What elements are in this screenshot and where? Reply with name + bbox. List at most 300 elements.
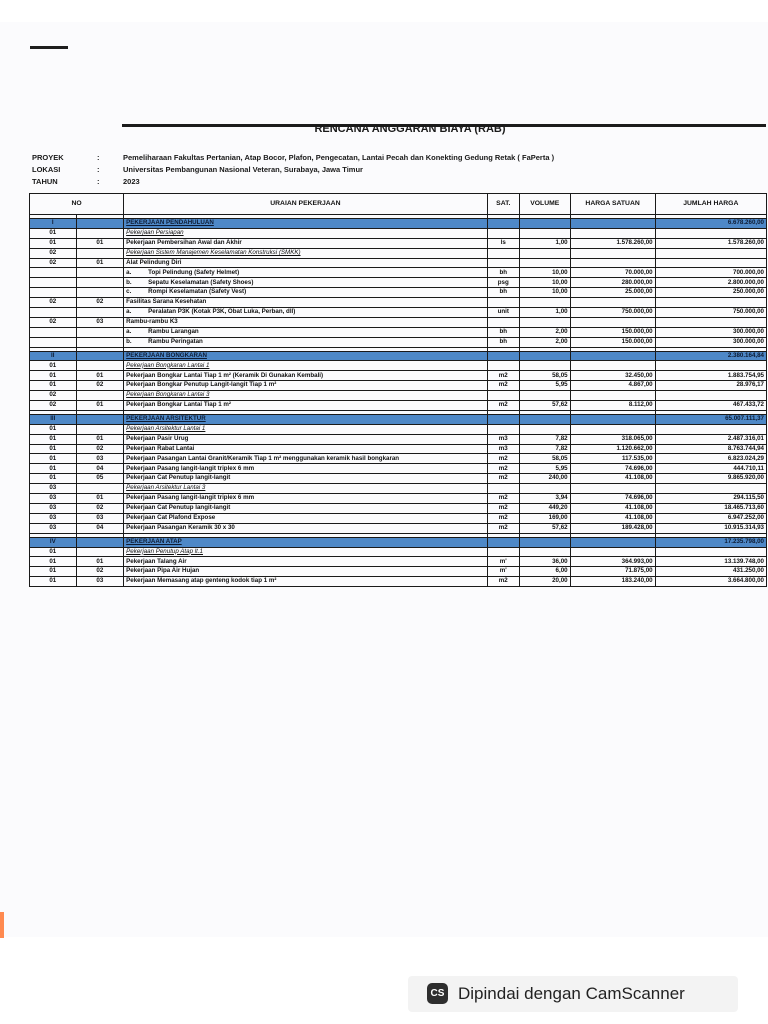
cell-no-main: 02	[30, 317, 77, 327]
uraian-text: Peralatan P3K (Kotak P3K, Obat Luka, Perban, dll)	[148, 308, 296, 316]
cell-harga-satuan: 4.867,00	[570, 381, 655, 391]
uraian-text: Pekerjaan Arsitektur Lantai 3	[126, 484, 206, 492]
cell-sat: m2	[487, 513, 519, 523]
cell-volume: 36,00	[519, 557, 570, 567]
cell-jumlah-harga: 1.883.754,95	[655, 371, 766, 381]
cell-no-main: 01	[30, 567, 77, 577]
cell-no-main	[30, 327, 77, 337]
document-title: RENCANA ANGGARAN BIAYA (RAB)	[314, 123, 506, 135]
table-row	[30, 337, 767, 347]
cell-no-main: 02	[30, 298, 77, 308]
cell-volume: 1,00	[519, 238, 570, 248]
cell-no-main	[30, 337, 77, 347]
cell-jumlah-harga: 13.139.748,00	[655, 557, 766, 567]
cell-volume: 20,00	[519, 577, 570, 587]
cell-sat: m2	[487, 494, 519, 504]
cell-jumlah-harga: 700.000,00	[655, 268, 766, 278]
cell-sat: bh	[487, 268, 519, 278]
cell-volume	[519, 351, 570, 361]
cell-harga-satuan	[570, 219, 655, 229]
cell-no-main: III	[30, 414, 77, 424]
table-row	[30, 238, 767, 248]
uraian-text: PEKERJAAN BONGKARAN	[126, 351, 207, 359]
cell-no-main: IV	[30, 537, 77, 547]
cell-jumlah-harga: 2.487.316,01	[655, 434, 766, 444]
cell-no-sub	[76, 278, 124, 288]
camscanner-watermark	[408, 976, 738, 1012]
cell-uraian	[124, 513, 487, 523]
cell-harga-satuan	[570, 258, 655, 268]
cell-sat	[487, 537, 519, 547]
cell-no-main: 03	[30, 513, 77, 523]
cell-uraian	[124, 454, 487, 464]
cell-harga-satuan: 8.112,00	[570, 401, 655, 411]
cell-harga-satuan: 750.000,00	[570, 308, 655, 318]
cell-harga-satuan: 150.000,00	[570, 327, 655, 337]
uraian-text: Pekerjaan Bongkar Penutup Langit-langit Tiap 1 m²	[126, 381, 277, 389]
cell-sat: m2	[487, 401, 519, 411]
table-row	[30, 381, 767, 391]
header-sat: SAT.	[487, 194, 519, 215]
section-row	[30, 351, 767, 361]
cell-sat	[487, 258, 519, 268]
cell-jumlah-harga	[655, 298, 766, 308]
cell-volume: 58,05	[519, 371, 570, 381]
cell-uraian	[124, 414, 487, 424]
cell-no-sub	[76, 308, 124, 318]
cell-harga-satuan	[570, 391, 655, 401]
cell-no-sub: 01	[76, 371, 124, 381]
cell-jumlah-harga: 250.000,00	[655, 288, 766, 298]
table-row	[30, 547, 767, 557]
camscanner-text: Dipindai dengan CamScanner	[458, 984, 685, 1003]
cell-no-sub	[76, 351, 124, 361]
meta-colon: :	[97, 177, 100, 186]
item-letter: a.	[126, 327, 132, 335]
cell-sat	[487, 484, 519, 494]
scan-mark-line	[30, 46, 68, 49]
cell-uraian	[124, 474, 487, 484]
cell-no-main	[30, 268, 77, 278]
cell-no-main: 02	[30, 258, 77, 268]
uraian-text: Rambu-rambu K3	[126, 318, 178, 326]
cell-harga-satuan: 189.428,00	[570, 523, 655, 533]
uraian-text: Pekerjaan Cat Plafond Expose	[126, 514, 216, 522]
cell-no-sub: 03	[76, 317, 124, 327]
cell-uraian	[124, 381, 487, 391]
table-row	[30, 567, 767, 577]
table-row	[30, 401, 767, 411]
uraian-text: Pekerjaan Pembersihan Awal dan Akhir	[126, 238, 242, 246]
uraian-text: Pekerjaan Rabat Lantai	[126, 444, 195, 452]
cell-uraian	[124, 298, 487, 308]
cell-no-sub: 01	[76, 258, 124, 268]
header-uraian: URAIAN PEKERJAAN	[124, 194, 487, 215]
scan-edge-mark	[0, 912, 4, 938]
cell-no-sub	[76, 537, 124, 547]
uraian-text: Pekerjaan Cat Penutup langit-langit	[126, 504, 231, 512]
cell-sat: m3	[487, 444, 519, 454]
cell-no-sub	[76, 484, 124, 494]
cell-harga-satuan	[570, 361, 655, 371]
cell-jumlah-harga: 28.976,17	[655, 381, 766, 391]
cell-no-sub: 02	[76, 503, 124, 513]
table-row	[30, 474, 767, 484]
cell-uraian	[124, 577, 487, 587]
cell-uraian	[124, 494, 487, 504]
item-letter: c.	[126, 288, 132, 296]
cell-jumlah-harga	[655, 424, 766, 434]
meta-value: Universitas Pembangunan Nasional Veteran, Surabaya, Jawa Timur	[123, 165, 363, 174]
cell-harga-satuan: 41.108,00	[570, 503, 655, 513]
cell-harga-satuan: 70.000,00	[570, 268, 655, 278]
cell-jumlah-harga: 294.115,50	[655, 494, 766, 504]
cell-jumlah-harga: 467.433,72	[655, 401, 766, 411]
cell-volume	[519, 424, 570, 434]
cell-sat	[487, 228, 519, 238]
section-row	[30, 414, 767, 424]
cell-sat	[487, 391, 519, 401]
cell-jumlah-harga	[655, 484, 766, 494]
cell-harga-satuan: 41.108,00	[570, 474, 655, 484]
cell-jumlah-harga	[655, 361, 766, 371]
cell-no-sub: 02	[76, 444, 124, 454]
cell-no-main: 03	[30, 484, 77, 494]
cell-harga-satuan	[570, 317, 655, 327]
cell-jumlah-harga	[655, 391, 766, 401]
cell-no-main: 02	[30, 401, 77, 411]
cell-no-sub	[76, 219, 124, 229]
cell-uraian	[124, 288, 487, 298]
cell-harga-satuan	[570, 547, 655, 557]
meta-tahun	[32, 177, 140, 186]
uraian-text: Pekerjaan Pasangan Keramik 30 x 30	[126, 523, 235, 531]
cell-no-main: 01	[30, 371, 77, 381]
uraian-text: Pekerjaan Persiapan	[126, 229, 184, 237]
cell-volume: 3,94	[519, 494, 570, 504]
cell-uraian	[124, 464, 487, 474]
cell-harga-satuan: 150.000,00	[570, 337, 655, 347]
cell-harga-satuan: 71.875,00	[570, 567, 655, 577]
cell-jumlah-harga: 444.710,11	[655, 464, 766, 474]
cell-volume	[519, 391, 570, 401]
cell-sat: ls	[487, 238, 519, 248]
item-letter: a.	[126, 308, 132, 316]
camscanner-logo-icon: CS	[427, 983, 448, 1004]
cell-harga-satuan	[570, 298, 655, 308]
cell-volume: 10,00	[519, 268, 570, 278]
cell-volume: 169,00	[519, 513, 570, 523]
cell-jumlah-harga	[655, 248, 766, 258]
cell-no-sub: 01	[76, 557, 124, 567]
cell-jumlah-harga: 65.007.111,37	[655, 414, 766, 424]
cell-sat: psg	[487, 278, 519, 288]
meta-colon: :	[97, 165, 100, 174]
table-row	[30, 444, 767, 454]
cell-no-sub: 02	[76, 298, 124, 308]
cell-no-sub	[76, 424, 124, 434]
cell-uraian	[124, 278, 487, 288]
table-row	[30, 484, 767, 494]
table-row	[30, 434, 767, 444]
cell-sat: bh	[487, 288, 519, 298]
cell-jumlah-harga	[655, 228, 766, 238]
cell-volume	[519, 547, 570, 557]
cell-harga-satuan	[570, 537, 655, 547]
cell-jumlah-harga: 6.823.024,29	[655, 454, 766, 464]
cell-uraian	[124, 317, 487, 327]
cell-no-sub: 03	[76, 454, 124, 464]
uraian-text: Pekerjaan Arsitektur Lantai 1	[126, 425, 206, 432]
cell-uraian	[124, 219, 487, 229]
cell-no-sub: 04	[76, 523, 124, 533]
cell-sat	[487, 361, 519, 371]
cell-harga-satuan: 364.993,00	[570, 557, 655, 567]
cell-harga-satuan: 318.065,00	[570, 434, 655, 444]
cell-sat: m2	[487, 474, 519, 484]
cell-uraian	[124, 361, 487, 371]
uraian-text: Pekerjaan Bongkar Lantai Tiap 1 m² (Keramik Di Gunakan Kembali)	[126, 371, 324, 379]
cell-uraian	[124, 401, 487, 411]
cell-harga-satuan: 25.000,00	[570, 288, 655, 298]
cell-volume: 240,00	[519, 474, 570, 484]
cell-no-main: 01	[30, 444, 77, 454]
cell-sat	[487, 219, 519, 229]
cell-harga-satuan	[570, 228, 655, 238]
table-row	[30, 523, 767, 533]
cell-uraian	[124, 371, 487, 381]
uraian-text: PEKERJAAN PENDAHULUAN	[126, 219, 214, 227]
uraian-text: Pekerjaan Pipa Air Hujan	[126, 567, 200, 575]
cell-sat: m2	[487, 503, 519, 513]
table-row	[30, 298, 767, 308]
cell-jumlah-harga: 300.000,00	[655, 327, 766, 337]
cell-harga-satuan	[570, 351, 655, 361]
cell-jumlah-harga: 10.915.314,93	[655, 523, 766, 533]
cell-volume: 57,62	[519, 401, 570, 411]
rab-table	[29, 193, 767, 587]
cell-jumlah-harga	[655, 258, 766, 268]
cell-harga-satuan	[570, 414, 655, 424]
cell-volume	[519, 258, 570, 268]
cell-no-main	[30, 278, 77, 288]
uraian-text: Sepatu Keselamatan (Safety Shoes)	[148, 278, 254, 286]
cell-volume	[519, 248, 570, 258]
cell-no-main: 03	[30, 494, 77, 504]
table-row	[30, 371, 767, 381]
table-row	[30, 513, 767, 523]
table-header-row	[30, 194, 767, 215]
cell-harga-satuan: 32.450,00	[570, 371, 655, 381]
cell-volume: 57,62	[519, 523, 570, 533]
cell-harga-satuan: 280.000,00	[570, 278, 655, 288]
table-row	[30, 503, 767, 513]
cell-sat	[487, 547, 519, 557]
table-row	[30, 268, 767, 278]
cell-uraian	[124, 484, 487, 494]
meta-key: LOKASI	[32, 165, 61, 174]
cell-no-main: 01	[30, 557, 77, 567]
cell-uraian	[124, 337, 487, 347]
uraian-text: Rambu Peringatan	[148, 337, 203, 345]
cell-jumlah-harga: 1.578.260,00	[655, 238, 766, 248]
uraian-text: Topi Pelindung (Safety Helmet)	[148, 268, 240, 276]
cell-no-main: II	[30, 351, 77, 361]
table-row	[30, 327, 767, 337]
table-row	[30, 494, 767, 504]
cell-volume: 2,00	[519, 337, 570, 347]
uraian-text: Pekerjaan Pasangan Lantai Granit/Keramik Tiap 1 m² menggunakan keramik hasil bongkaran	[126, 454, 400, 462]
cell-jumlah-harga: 9.865.920,00	[655, 474, 766, 484]
uraian-text: Fasilitas Sarana Kesehatan	[126, 298, 207, 306]
meta-value: Pemeliharaan Fakultas Pertanian, Atap Bocor, Plafon, Pengecatan, Lantai Pecah dan Konekting Gedung Retak ( FaPerta )	[123, 153, 555, 162]
cell-harga-satuan: 1.578.260,00	[570, 238, 655, 248]
cell-sat: m'	[487, 567, 519, 577]
uraian-text: Rambu Larangan	[148, 327, 199, 335]
cell-sat: m3	[487, 434, 519, 444]
cell-volume	[519, 219, 570, 229]
cell-volume: 6,00	[519, 567, 570, 577]
cell-no-main: 01	[30, 434, 77, 444]
cell-no-sub: 01	[76, 238, 124, 248]
item-letter: b.	[126, 337, 132, 345]
cell-no-sub	[76, 288, 124, 298]
table-row	[30, 557, 767, 567]
cell-uraian	[124, 434, 487, 444]
header-no: NO	[30, 194, 124, 215]
cell-harga-satuan	[570, 248, 655, 258]
cell-no-main: 01	[30, 381, 77, 391]
cell-harga-satuan	[570, 424, 655, 434]
table-body	[30, 215, 767, 587]
cell-no-main	[30, 288, 77, 298]
cell-sat: m2	[487, 523, 519, 533]
cell-no-sub	[76, 361, 124, 371]
cell-volume: 7,82	[519, 434, 570, 444]
cell-volume: 5,95	[519, 381, 570, 391]
uraian-text: PEKERJAAN ATAP	[126, 537, 182, 545]
cell-volume	[519, 298, 570, 308]
cell-no-sub: 01	[76, 494, 124, 504]
table-row	[30, 577, 767, 587]
cell-no-main: 01	[30, 577, 77, 587]
table-row	[30, 464, 767, 474]
cell-no-main: 01	[30, 361, 77, 371]
table-row	[30, 317, 767, 327]
table-row	[30, 278, 767, 288]
cell-no-sub	[76, 268, 124, 278]
cell-jumlah-harga: 2.800.000,00	[655, 278, 766, 288]
uraian-text: Pekerjaan Pasang langit-langit triplex 6 mm	[126, 494, 255, 502]
cell-volume: 10,00	[519, 278, 570, 288]
cell-no-sub: 01	[76, 401, 124, 411]
cell-harga-satuan: 41.108,00	[570, 513, 655, 523]
cell-volume	[519, 484, 570, 494]
table-row	[30, 228, 767, 238]
cell-jumlah-harga: 8.763.744,94	[655, 444, 766, 454]
cell-no-main: 01	[30, 474, 77, 484]
cell-volume	[519, 228, 570, 238]
cell-uraian	[124, 258, 487, 268]
cell-sat: m2	[487, 454, 519, 464]
cell-sat	[487, 248, 519, 258]
cell-harga-satuan: 74.696,00	[570, 494, 655, 504]
cell-uraian	[124, 391, 487, 401]
cell-no-sub	[76, 391, 124, 401]
table-row	[30, 288, 767, 298]
cell-no-main: 03	[30, 523, 77, 533]
cell-volume: 449,20	[519, 503, 570, 513]
cell-no-main	[30, 308, 77, 318]
cell-volume	[519, 537, 570, 547]
cell-no-sub: 02	[76, 381, 124, 391]
table-row	[30, 308, 767, 318]
cell-no-main: 01	[30, 547, 77, 557]
cell-sat	[487, 351, 519, 361]
cell-uraian	[124, 503, 487, 513]
cell-uraian	[124, 424, 487, 434]
meta-key: TAHUN	[32, 177, 58, 186]
cell-volume	[519, 361, 570, 371]
cell-uraian	[124, 238, 487, 248]
cell-harga-satuan: 74.696,00	[570, 464, 655, 474]
table-row	[30, 454, 767, 464]
cell-volume: 2,00	[519, 327, 570, 337]
cell-volume	[519, 317, 570, 327]
cell-no-sub	[76, 337, 124, 347]
meta-value: 2023	[123, 177, 140, 186]
cell-jumlah-harga: 3.664.800,00	[655, 577, 766, 587]
cell-sat: m2	[487, 371, 519, 381]
cell-sat: unit	[487, 308, 519, 318]
cell-jumlah-harga: 2.380.164,84	[655, 351, 766, 361]
cell-uraian	[124, 557, 487, 567]
cell-jumlah-harga: 6.947.252,00	[655, 513, 766, 523]
uraian-text: Pekerjaan Sistem Manajemen Keselamatan Konstruksi (SMKK)	[126, 248, 301, 256]
cell-jumlah-harga: 6.678.260,00	[655, 219, 766, 229]
uraian-text: Pekerjaan Bongkar Lantai Tiap 1 m²	[126, 401, 231, 409]
cell-uraian	[124, 327, 487, 337]
uraian-text: Pekerjaan Penutup Atap lt.1	[126, 547, 203, 555]
cell-no-sub: 02	[76, 567, 124, 577]
cell-no-main: 01	[30, 238, 77, 248]
cell-no-main: 02	[30, 391, 77, 401]
cell-sat	[487, 424, 519, 434]
cell-harga-satuan: 183.240,00	[570, 577, 655, 587]
cell-no-main: 01	[30, 464, 77, 474]
cell-volume: 7,82	[519, 444, 570, 454]
cell-volume: 5,95	[519, 464, 570, 474]
cell-no-sub: 04	[76, 464, 124, 474]
section-row	[30, 537, 767, 547]
cell-no-main: 01	[30, 454, 77, 464]
cell-no-sub: 01	[76, 434, 124, 444]
cell-no-main: 03	[30, 503, 77, 513]
item-letter: a.	[126, 268, 132, 276]
cell-no-main: 02	[30, 248, 77, 258]
uraian-text: Alat Pelindung Diri	[126, 258, 182, 266]
cell-no-sub	[76, 248, 124, 258]
table-row	[30, 424, 767, 434]
cell-uraian	[124, 547, 487, 557]
cell-no-sub	[76, 327, 124, 337]
cell-jumlah-harga: 300.000,00	[655, 337, 766, 347]
cell-sat	[487, 298, 519, 308]
uraian-text: Pekerjaan Bongkaran Lantai 3	[126, 391, 210, 399]
table-row	[30, 248, 767, 258]
table-row	[30, 391, 767, 401]
uraian-text: Pekerjaan Pasang langit-langit triplex 6 mm	[126, 464, 255, 472]
